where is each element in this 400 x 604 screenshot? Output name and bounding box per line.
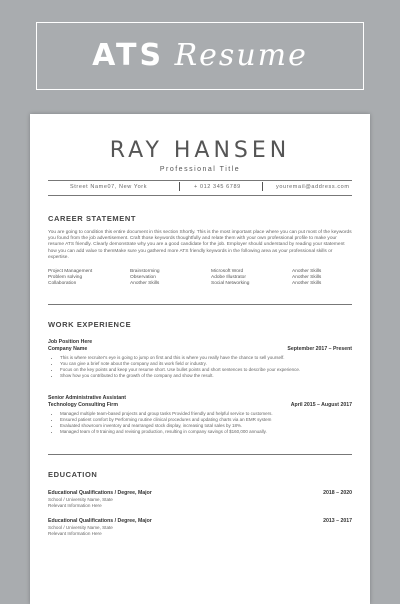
skill-item: Adobe Illustrator [211, 275, 246, 281]
job-company: Company Name [48, 346, 88, 352]
skills-column [48, 269, 92, 288]
skill-item: Problem solving [48, 275, 83, 281]
job-entry [48, 395, 352, 434]
skill-item: Another Skills [292, 269, 322, 274]
skill-item: Another Skills [292, 281, 322, 287]
job-dates: September 2017 – Present [287, 346, 352, 352]
education-years: 2013 – 2017 [323, 518, 352, 524]
contact-separator [179, 182, 180, 191]
professional-title: Professional Title [159, 166, 241, 173]
skills-column [292, 269, 321, 288]
education-school: School / University Name, State [48, 497, 113, 502]
skill-item: Social Networking [211, 281, 250, 287]
resume-name: RAY HANSEN [109, 138, 291, 163]
job-bullet: • This is where recruiter's eye is going to jump on first and this is where you really have the chance to sell yourself. [60, 355, 352, 361]
job-bullet: • Ensured patient comfort by Performing routine clinical procedures and updating charts via an EMR system [60, 417, 352, 423]
job-entry [48, 339, 352, 378]
job-company: Technology Consulting Firm [48, 402, 118, 408]
education-info: Relevant Information Here [48, 503, 102, 508]
contact-top-divider [48, 180, 352, 181]
education-heading: EDUCATION [48, 470, 98, 479]
job-bullet: • Focus on the key points and keep your resume short. Use bullet points and short sentences to describe your experience. [60, 367, 352, 373]
contact-address: Street Name07, New York [70, 184, 148, 190]
contact-phone: + 012 345 6789 [194, 184, 241, 190]
education-qualification: Educational Qualifications / Degree, Major [48, 518, 152, 524]
banner-title-script: Resume [174, 38, 308, 73]
job-bullet: • Managed multiple team-based projects and group tasks Provided friendly and helpful service to customers. [60, 411, 352, 417]
contact-email: youremail@address.com [276, 184, 350, 190]
title-banner [36, 22, 364, 90]
job-bullet: • Managed team of 9 training and revising production, resulting in company savings of $160,000 annually. [60, 429, 352, 435]
career-heading: CAREER STATEMENT [48, 214, 137, 223]
resume-page [30, 114, 370, 604]
education-entry [48, 518, 352, 536]
job-role: Job Position Here [48, 339, 93, 345]
education-qualification: Educational Qualifications / Degree, Major [48, 490, 152, 496]
skill-item: Another Skills [292, 275, 322, 281]
job-dates: April 2015 – August 2017 [290, 402, 352, 408]
job-bullets [48, 355, 352, 379]
job-role: Senior Administrative Assistant [48, 395, 127, 401]
skill-item: Observation [130, 275, 156, 281]
job-bullet: • Show how you contributed to the growth of the company and show the result. [60, 373, 352, 379]
education-entry [48, 490, 352, 508]
skill-item: Brainstorming [130, 269, 160, 274]
skill-item: Collaboration [48, 281, 77, 287]
skill-item: Another Skills [130, 281, 160, 287]
section-divider [48, 454, 352, 455]
education-school: School / University Name, State [48, 525, 113, 530]
skill-item: Project Management [48, 269, 93, 274]
section-divider [48, 304, 352, 305]
education-info: Relevant Information Here [48, 531, 102, 536]
skills-column [130, 269, 160, 288]
job-bullet: • You can give a brief note about the company and its work field or industry. [60, 361, 352, 367]
education-years: 2018 – 2020 [323, 490, 352, 496]
contact-separator [262, 182, 263, 191]
job-bullets [48, 411, 352, 435]
experience-heading: WORK EXPERIENCE [48, 320, 132, 329]
skill-item: Microsoft Word [211, 269, 244, 274]
job-bullet: • Evaluated showroom inventory and rearranged stock display, increasing total sales by 18%. [60, 423, 352, 429]
career-paragraph: You are going to condition this entire document in this section Shortly. This is the most important place where you can put most of the keywords you found from the job advertisement. Craft those keywords thoughtfully and relate them with your own professional profile to make your resume ATS friendly. Clearly demonstrate why you are a good candidate for the job. Employer should understand by reading your statement how you can add value to themMake sure you gathered more ATS friendly keywords in the following area as your professional skills or expertise. [48, 230, 352, 260]
banner-title-bold: ATS [92, 38, 165, 73]
skills-column [211, 269, 249, 288]
contact-bottom-divider [48, 195, 352, 196]
